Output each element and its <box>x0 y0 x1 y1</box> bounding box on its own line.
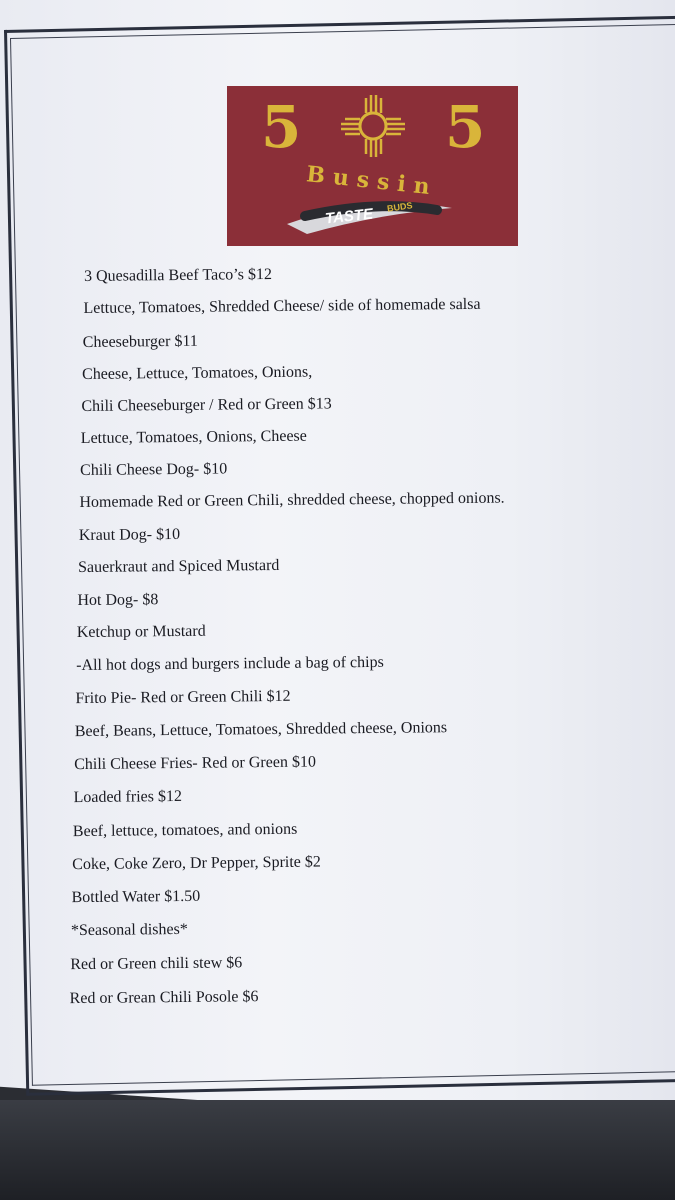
logo-digit-right: 5 <box>445 93 486 161</box>
menu-line: Cheese, Lettuce, Tomatoes, Onions, <box>82 363 313 383</box>
menu-line: Lettuce, Tomatoes, Shredded Cheese/ side of homemade salsa <box>83 295 481 317</box>
menu-line: Red or Green chili stew $6 <box>70 954 243 974</box>
menu-line: Sauerkraut and Spiced Mustard <box>78 556 280 577</box>
menu-line: Beef, lettuce, tomatoes, and onions <box>72 820 298 841</box>
menu-line: 3 Quesadilla Beef Taco’s $12 <box>83 265 273 285</box>
menu-line: Lettuce, Tomatoes, Onions, Cheese <box>80 427 307 448</box>
menu-line: Cheeseburger $11 <box>82 332 198 351</box>
menu-line: Beef, Beans, Lettuce, Tomatoes, Shredded cheese, Onions <box>74 719 448 741</box>
menu-line: Frito Pie- Red or Green Chili $12 <box>75 687 291 708</box>
menu-line: Chili Cheeseburger / Red or Green $13 <box>81 395 332 415</box>
menu-line: Hot Dog- $8 <box>77 591 159 610</box>
menu-line: Homemade Red or Green Chili, shredded cheese, chopped onions. <box>79 489 505 512</box>
menu-line: Chili Cheese Dog- $10 <box>80 460 228 480</box>
menu-line: Red or Grean Chili Posole $6 <box>69 988 259 1008</box>
logo-word: Bussin <box>305 161 439 201</box>
menu-line: Kraut Dog- $10 <box>78 525 181 545</box>
menu-line: Loaded fries $12 <box>73 787 183 807</box>
menu-line: Coke, Coke Zero, Dr Pepper, Sprite $2 <box>72 853 321 874</box>
menu-line: Chili Cheese Fries- Red or Green $10 <box>74 753 316 774</box>
table-surface <box>0 1100 675 1200</box>
menu-line: -All hot dogs and burgers include a bag of chips <box>76 653 384 675</box>
logo-tagline-main: TASTE <box>324 205 374 228</box>
menu-line: Bottled Water $1.50 <box>71 887 201 907</box>
menu-line: Ketchup or Mustard <box>76 622 206 642</box>
logo-digit-left: 5 <box>261 93 302 161</box>
logo-tagline-small: BUDS <box>386 200 414 214</box>
menu-line: *Seasonal dishes* <box>70 920 188 940</box>
